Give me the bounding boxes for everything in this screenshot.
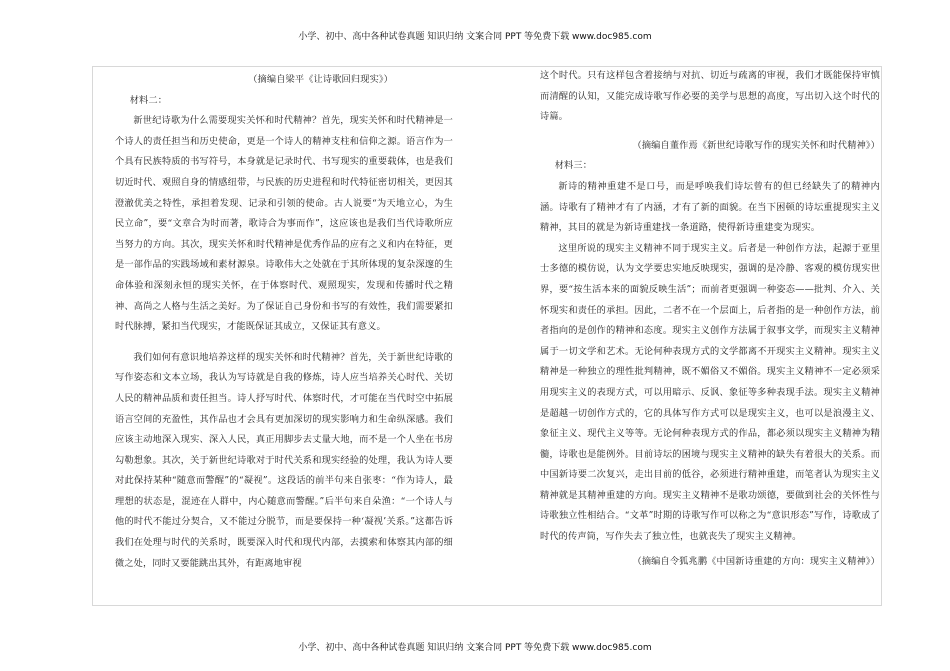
left-column (115, 66, 453, 574)
source-citation-2: （摘编自董作焉《新世纪诗歌写作的现实关怀和时代精神》） (632, 139, 880, 151)
material-2-heading: 材料二： (129, 94, 168, 106)
material-2-paragraph-1: 新世纪诗歌为什么需要现实关怀和时代精神？首先，现实关怀和时代精神是一个诗人的责任担当和历史使命，更是一个诗人的精神支柱和信仰之源。语言作为一个具有民族特质的书写符号，本身就是记录时代、书写现实的重要载体，也是我们切近时代、观照自身的情感纽带，与民族的历史进程和时代特征密切相关，更因其澄澈优美之特性，承担着发现、记录和引领的使命。古人说要“为天地立心，为生民立命”，要“文章合为时而著，歌诗合为事而作”，这应该也是我们当代诗歌所应当努力的方向。其次，现实关怀和时代精神是优秀作品的应有之义和内在特征，更是一部作品的实践场域和素材源泉。诗歌伟大之处就在于其所体现的复杂深邃的生命体验和深刻永恒的现实关怀，在于体察时代、观照现实，发现和传播时代之精神、高尚之人格与生活之美好。为了保证自己身份和书写的有效性，我们需要紧扣时代脉搏，紧扣当代现实，才能既保证其成立，又保证其有意义。 (115, 115, 453, 333)
material-3-paragraph-2: 这里所说的现实主义精神不同于现实主义。后者是一种创作方法，起源于亚里士多德的模仿说，认为文学要忠实地反映现实，强调的是冷静、客观的模仿现实世界，要“按生活本来的面貌反映生活”；而前者更强调一种姿态——批判、介入、关怀现实和责任的承担。因此，二者不在一个层面上，后者指的是一种创作方法，前者指向的是创作的精神和态度。现实主义创作方法属于叙事文学，而现实主义精神属于一切文学和艺术。无论何种表现方式的文学都离不开现实主义精神。现实主义精神是一种独立的理性批判精神，既不媚俗又不媚俗。现实主义精神不一定必须采用现实主义的表现方式，可以用暗示、反讽、象征等多种表现手法。现实主义精神是超越一切创作方式的，它的具体写作方式可以是现实主义，也可以是浪漫主义、象征主义、现代主义等等。无论何种表现方式的作品，都必须以现实主义精神为精髓，诗歌也是能例外。目前诗坛的困境与现实主义精神的缺失有着很大的关系。而中国新诗要二次复兴，走出目前的低谷，必须进行精神重建，而笔者认为现实主义精神就是其精神重建的方向。现实主义精神不是歌功颂德，要做到社会的关怀性与诗歌独立性相结合。“文革”时期的诗歌写作可以称之为“意识形态”写作，诗歌成了时代的传声筒，写作失去了独立性，也就丧失了现实主义精神。 (540, 242, 880, 543)
material-3-paragraph-1: 新诗的精神重建不是口号，而是呼唤我们诗坛曾有的但已经缺失了的精神内涵。诗歌有了精神才有了内涵，才有了新的面貌。在当下困顿的诗坛重提现实主义精神，其目的就是为新诗重建找一条道路，使得新诗重建变为现实。 (540, 180, 880, 234)
source-citation-3: （摘编自令狐兆鹏《中国新诗重建的方向：现实主义精神》） (632, 555, 880, 567)
material-2-paragraph-continued: 这个时代。只有这样包含着接纳与对抗、切近与疏离的审视，我们才既能保持审慎而清醒的认知，又能完成诗歌写作必要的美学与思想的高度，写出切入这个时代的诗篇。 (540, 70, 880, 123)
material-2-paragraph-2: 我们如何有意识地培养这样的现实关怀和时代精神？首先，关于新世纪诗歌的写作姿态和文本立场，我认为写诗就是自我的修炼，诗人应当培养关心时代、关切人民的精神品质和责任担当。诗人抒写时代、体察时代，才可能在当代时空中拓展语言空间的充盈性，其作品也才会具有更加深切的现实影响力和生命纵深感。我们应该主动地深入现实、深入人民，真正用脚步去丈量大地，而不是一个人坐在书房勾勒想象。其次，关于新世纪诗歌对于时代关系和现实经验的处理，我认为诗人要对此保持某种“随意而警醒”的“凝视”。这段话的前半句来自张枣：“作为诗人，最理想的状态是，混迹在人群中，内心随意而警醒。”后半句来自朵渔：“一个诗人与他的时代不能过分契合，又不能过分脱节，而是要保持一种‘凝视’关系。”这都告诉我们在处理与时代的关系时，既要深入时代和现代内部，去摸索和体察其内部的细微之处，同时又要能跳出其外，有距离地审视 (115, 351, 453, 569)
right-column (540, 66, 880, 572)
source-citation-1: （摘编自梁平《让诗歌回归现实》） (248, 74, 393, 85)
page-footer: 小学、初中、高中各种试卷真题 知识归纳 文案合同 PPT 等免费下载 www.doc985.com (298, 643, 652, 653)
material-3-heading: 材料三： (554, 160, 593, 172)
page-header: 小学、初中、高中各种试卷真题 知识归纳 文案合同 PPT 等免费下载 www.doc985.com (298, 32, 652, 42)
